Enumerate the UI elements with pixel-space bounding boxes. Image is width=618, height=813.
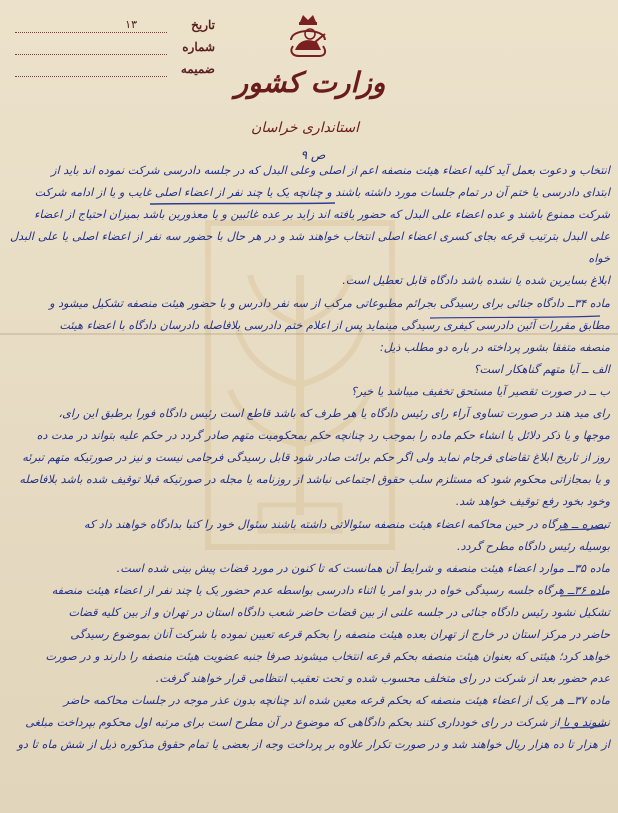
body-line: روز از تاریخ ابلاغ تقاضای فرجام نماید ولی اگر حکم برائت صادر شود قابل رسیدگی فرجامی نیست و نیز در صورتیکه متهم تبرئه xyxy=(22,451,610,465)
body-line: علی البدل بترتیب قرعه بجای کسری اعضاء اصلی انتخاب خواهند شد و در هر حال با حضور سه نفر از اعضاء اصلی یا علی البدل خواه xyxy=(10,230,610,266)
attachment-label: ضمیمه xyxy=(180,62,215,76)
body-line: موجها و یا ذکر دلائل یا انشاء حکم ماده را بموجب رد چنانچه حکم بمحکومیت متهم صادر گردد در حکم علیه بتواند در مدت ده xyxy=(36,429,610,443)
body-line: خواهد کرد؛ هیئتی که بعنوان هیئت منصفه بحکم قرعه انتخاب میشوند صرفا جنبه عضویت هیئت منصفه را دارند و در صورت xyxy=(45,650,610,664)
body-line: ابلاغ بسایرین شده یا نشده باشد دادگاه قابل تعطیل است. xyxy=(342,274,610,288)
lion-and-sun-emblem-icon xyxy=(285,12,331,60)
ministry-title: وزارت کشور xyxy=(234,66,386,99)
office-title: استانداری خراسان xyxy=(251,120,359,136)
body-line: وخود بخود رفع توقیف خواهد شد. xyxy=(455,495,610,509)
date-field xyxy=(15,18,215,36)
body-line: تشکیل نشود رئیس دادگاه جنائی در جلسه علنی از بین قضات حاضر شعب دادگاه استان در تهران و از بین کلیه قضات xyxy=(68,605,610,619)
body-line: ب ــ در صورت تقصیر آیا مستحق تخفیف میباشد یا خیر؟ xyxy=(350,384,610,398)
date-label: تاریخ xyxy=(191,18,215,32)
page-number: ص ۹ xyxy=(300,148,326,162)
body-line: از هزار تا ده هزار ریال خواهند شد و در صورت تکرار علاوه بر پرداخت وجه از بعضی یا تمام حقوق مذکوره ذیل از شش ماه تا دو xyxy=(17,738,610,752)
document-body xyxy=(10,160,610,757)
body-line: ماده ۳۶ــ هرگاه جلسه رسیدگی خواه در بدو امر یا اثناء دادرسی بواسطه عدم حضور یک یا چند نفر از اعضاء هیئت منصفه xyxy=(51,583,610,597)
date-value: ۱۳ xyxy=(125,18,137,31)
body-line: منصفه متفقا بشور پرداخته در باره دو مطلب ذیل: xyxy=(380,340,610,354)
body-line: حاضر در مرکز استان در خارج از تهران بعده هیئت منصفه را بحکم قرعه تعیین نموده با شرکت آنان بموضوع رسیدگی xyxy=(70,627,610,641)
body-line: عدم حضور بعد از شرکت در رای متخلف محسوب شده و تحت تعقیب انتظامی قرار خواهند گرفت. xyxy=(155,672,610,686)
body-line: ابتدای دادرسی یا ختم آن در تمام جلسات مورد داشته باشند و چنانچه یک یا چند نفر از اعضاء اصلی غایب و یا از ادامه شرکت xyxy=(34,186,610,200)
body-line: ماده ۳۵ــ موارد اعضاء هیئت منصفه و شرایط آن همانست که تا کنون در مورد قضات پیش بینی شده است. xyxy=(116,561,610,575)
number-field xyxy=(15,40,215,58)
body-line: نشوند و یا از شرکت در رای خودداری کنند بحکم دادگاهی که موضوع در آن مطرح است برای مرتبه اول محکوم بپرداخت مبلغی xyxy=(25,716,610,730)
body-line: انتخاب و دعوت بعمل آید کلیه اعضاء هیئت منصفه اعم از اصلی وعلی البدل که در جلسه دادرسی شرکت نموده اند باید از xyxy=(51,164,610,177)
body-line: الف ــ آیا متهم گناهکار است؟ xyxy=(473,362,610,376)
body-line: تبصره ــ هرگاه در حین محاکمه اعضاء هیئت منصفه سئوالاتی داشته باشند سئوال خود را کتبا بدادگاه خواهند داد که xyxy=(83,517,610,531)
body-line: و یا بمجازاتی محکوم شود که مستلزم سلب حقوق اجتماعی نباشد از روزنامه یا مجله در صورتیکه قبلا توقیف شده باشد بلافاصله xyxy=(19,473,610,487)
body-line: شرکت ممنوع باشند و عده اعضاء علی البدل که حضور یافته اند زاید بر عده غائبین و یا معذورین باشد بمیزان احتیاج از اعضاء xyxy=(34,208,610,222)
body-line: بوسیله رئیس دادگاه مطرح گردد. xyxy=(457,539,610,553)
body-line: مطابق مقررات آئین دادرسی کیفری رسیدگی مینماید پس از اعلام ختم دادرسی بلافاصله دادرسان دادگاه با اعضاء هیئت xyxy=(59,318,610,332)
body-line: ماده ۳۴ــ دادگاه جنائی برای رسیدگی بجرائم مطبوعاتی مرکب از سه نفر دادرس و با حضور هیئت منصفه تشکیل میشود و xyxy=(49,296,610,310)
body-line: ماده ۳۷ــ هر یک از اعضاء هیئت منصفه که بحکم قرعه معین شده اند چنانچه بدون عذر موجه در جلسات محاکمه حاضر xyxy=(63,694,610,708)
body-line: رای مید هند در صورت تساوی آراء رای رئیس دادگاه یا هر طرف که باشد قاطع است رئیس دادگاه فورا برطبق این رای، xyxy=(58,407,610,421)
number-label: شماره xyxy=(182,40,215,54)
